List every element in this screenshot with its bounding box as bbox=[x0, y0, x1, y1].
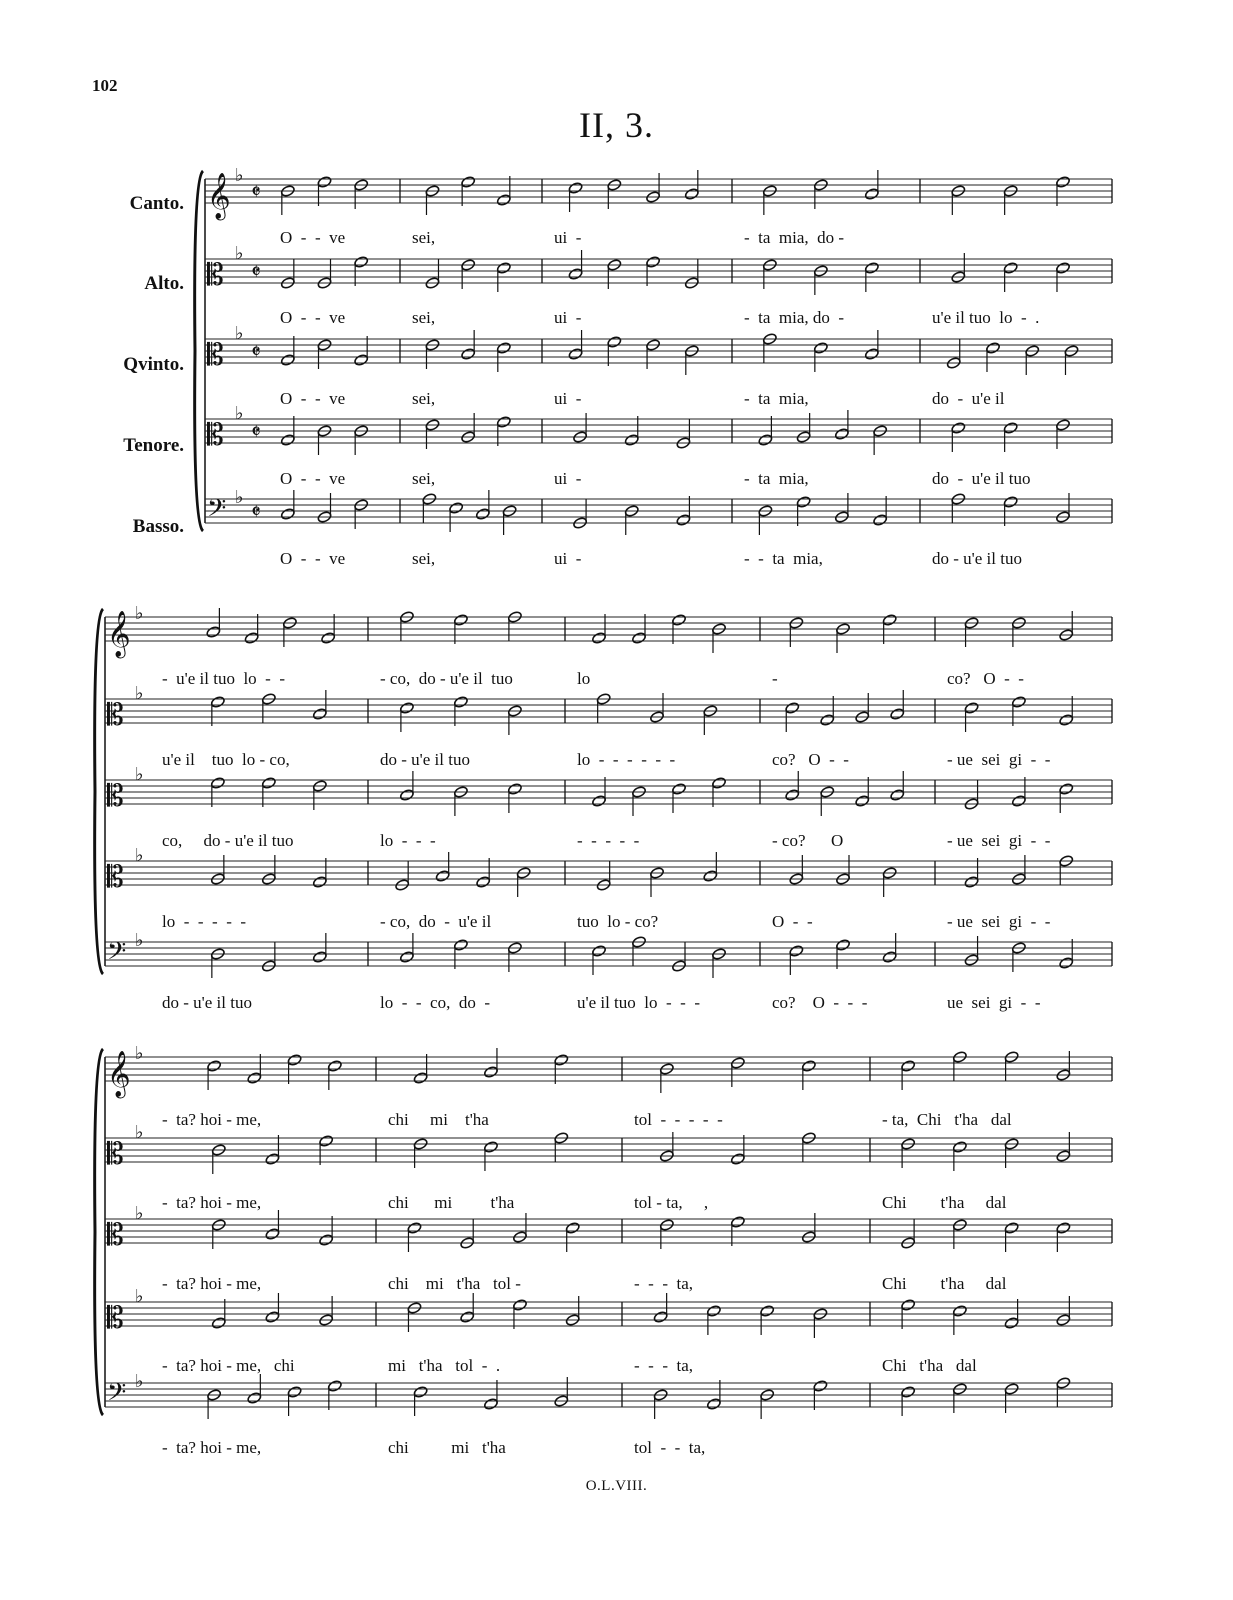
half-note bbox=[460, 1310, 475, 1323]
half-note bbox=[706, 1304, 721, 1317]
c-clef-icon: 𝄡 bbox=[207, 258, 224, 293]
flat-key-signature-icon: ♭ bbox=[135, 1043, 144, 1064]
c-clef-icon: 𝄡 bbox=[107, 1137, 124, 1172]
lyric-segment: ui - bbox=[554, 228, 582, 247]
half-note bbox=[706, 1397, 721, 1410]
half-note bbox=[952, 1304, 967, 1317]
lyric-segment: chi mi t'ha bbox=[388, 1438, 506, 1457]
lyric-segment: Chi t'ha dal bbox=[882, 1193, 1007, 1212]
voice-label-alto: Alto. bbox=[144, 273, 184, 294]
half-note bbox=[327, 1059, 342, 1072]
half-note bbox=[483, 1065, 498, 1078]
half-note bbox=[211, 1316, 226, 1329]
half-note bbox=[354, 255, 369, 268]
half-note bbox=[684, 187, 699, 200]
lyric-segment: - ta mia, do - bbox=[744, 228, 845, 247]
half-note bbox=[1055, 175, 1070, 188]
half-note bbox=[399, 788, 414, 801]
half-note bbox=[565, 1221, 580, 1234]
half-note bbox=[210, 695, 225, 708]
half-note bbox=[568, 181, 583, 194]
voice-label-canto: Canto. bbox=[129, 193, 184, 214]
c-clef-icon: 𝄡 bbox=[107, 698, 124, 733]
lyric-segment: O - - bbox=[772, 912, 813, 931]
lyric-segment: ui - bbox=[554, 308, 582, 327]
half-note bbox=[1011, 695, 1026, 708]
half-note bbox=[855, 794, 870, 807]
half-note bbox=[1056, 1221, 1071, 1234]
half-note bbox=[460, 347, 475, 360]
lyric-segment: ue sei gi - - bbox=[947, 993, 1041, 1012]
lyric-segment: O - - ve bbox=[280, 549, 346, 568]
half-note bbox=[312, 950, 327, 963]
half-note bbox=[435, 869, 450, 882]
half-note bbox=[210, 776, 225, 789]
half-note bbox=[951, 421, 966, 434]
flat-key-signature-icon: ♭ bbox=[135, 1371, 144, 1392]
system-brace bbox=[95, 1049, 103, 1415]
lyric-segment: ui - bbox=[554, 549, 582, 568]
half-note bbox=[882, 613, 897, 626]
flat-key-signature-icon: ♭ bbox=[135, 1203, 144, 1224]
lyric-segment: - bbox=[772, 669, 778, 688]
half-note bbox=[287, 1053, 302, 1066]
half-note bbox=[453, 695, 468, 708]
half-note bbox=[759, 1304, 774, 1317]
half-note bbox=[483, 1140, 498, 1153]
flat-key-signature-icon: ♭ bbox=[135, 603, 144, 624]
half-note bbox=[730, 1152, 745, 1165]
lyric-segment: - - - - - bbox=[577, 831, 640, 850]
half-note bbox=[399, 950, 414, 963]
half-note bbox=[785, 788, 800, 801]
voice-label-basso: Basso. bbox=[132, 516, 184, 537]
lyric-segment: do - u'e il bbox=[932, 389, 1005, 408]
half-note bbox=[475, 507, 490, 520]
half-note bbox=[496, 193, 511, 206]
system-brace bbox=[95, 609, 103, 974]
half-note bbox=[413, 1385, 428, 1398]
half-note bbox=[287, 1385, 302, 1398]
half-note bbox=[607, 335, 622, 348]
half-note bbox=[864, 187, 879, 200]
half-note bbox=[453, 613, 468, 626]
page-number: 102 bbox=[92, 76, 118, 95]
lyric-segment: tol - - - - - bbox=[634, 1110, 723, 1129]
lyric-segment: sei, bbox=[412, 389, 436, 408]
lyric-segment: sei, bbox=[412, 549, 436, 568]
half-note bbox=[813, 341, 828, 354]
flat-key-signature-icon: ♭ bbox=[235, 165, 244, 186]
half-note bbox=[247, 1071, 262, 1084]
half-note bbox=[1059, 956, 1074, 969]
half-note bbox=[1004, 1221, 1019, 1234]
flat-key-signature-icon: ♭ bbox=[135, 764, 144, 785]
lyric-segment: do - u'e il tuo bbox=[932, 469, 1031, 488]
half-note bbox=[399, 701, 414, 714]
half-note bbox=[591, 794, 606, 807]
half-note bbox=[789, 944, 804, 957]
half-note bbox=[758, 433, 773, 446]
half-note bbox=[568, 347, 583, 360]
c-clef-icon: 𝄡 bbox=[107, 1218, 124, 1253]
half-note bbox=[671, 613, 686, 626]
flat-key-signature-icon: ♭ bbox=[235, 403, 244, 424]
lyric-segment: chi mi t'ha tol - bbox=[388, 1274, 521, 1293]
lyric-segment: sei, bbox=[412, 228, 436, 247]
cut-time-icon: 𝄵 bbox=[251, 340, 261, 365]
lyric-segment: do - u'e il tuo bbox=[162, 993, 252, 1012]
half-note bbox=[453, 938, 468, 951]
lyric-segment: ui - bbox=[554, 469, 582, 488]
flat-key-signature-icon: ♭ bbox=[235, 243, 244, 264]
bass-clef-icon: 𝄢 bbox=[107, 1378, 127, 1413]
lyric-segment: - ue sei gi - - bbox=[947, 912, 1051, 931]
half-note bbox=[476, 875, 491, 888]
half-note bbox=[1003, 421, 1018, 434]
c-clef-icon: 𝄡 bbox=[107, 1301, 124, 1336]
lyric-segment: O - - ve bbox=[280, 469, 346, 488]
half-note bbox=[1055, 261, 1070, 274]
half-note bbox=[280, 433, 295, 446]
half-note bbox=[671, 782, 686, 795]
flat-key-signature-icon: ♭ bbox=[135, 1122, 144, 1143]
lyric-segment: O - - ve bbox=[280, 308, 346, 327]
half-note bbox=[882, 950, 897, 963]
lyric-segment: - u'e il tuo lo - - bbox=[162, 669, 285, 688]
lyric-segment: - - - ta, bbox=[634, 1274, 694, 1293]
c-clef-icon: 𝄡 bbox=[207, 338, 224, 373]
cut-time-icon: 𝄵 bbox=[251, 180, 261, 205]
half-note bbox=[318, 1233, 333, 1246]
lyric-segment: lo - - co, do - bbox=[380, 993, 491, 1012]
flat-key-signature-icon: ♭ bbox=[135, 683, 144, 704]
lyric-segment: lo - - - - - - bbox=[577, 750, 676, 769]
half-note bbox=[813, 1379, 828, 1392]
half-note bbox=[952, 1140, 967, 1153]
c-clef-icon: 𝄡 bbox=[107, 860, 124, 895]
lyric-segment: - ue sei gi - - bbox=[947, 750, 1051, 769]
half-note bbox=[496, 341, 511, 354]
half-note bbox=[591, 944, 606, 957]
flat-key-signature-icon: ♭ bbox=[135, 1286, 144, 1307]
half-note bbox=[653, 1310, 668, 1323]
half-note bbox=[320, 631, 335, 644]
lyric-segment: O - - ve bbox=[280, 228, 346, 247]
lyric-segment: tol - ta, , bbox=[634, 1193, 709, 1212]
lyric-segment: - - - ta, bbox=[634, 1356, 694, 1375]
half-note bbox=[785, 701, 800, 714]
lyric-segment: u'e il tuo lo - - - bbox=[577, 993, 700, 1012]
half-note bbox=[496, 415, 511, 428]
half-note bbox=[568, 267, 583, 280]
half-note bbox=[872, 513, 887, 526]
lyric-segment: - ue sei gi - - bbox=[947, 831, 1051, 850]
lyric-segment: - - ta mia, bbox=[744, 549, 823, 568]
lyric-segment: Chi t'ha dal bbox=[882, 1274, 1007, 1293]
lyric-segment: - ta? hoi - me, bbox=[162, 1438, 262, 1457]
half-note bbox=[206, 625, 221, 638]
lyric-segment: - co, do - u'e il tuo bbox=[380, 669, 513, 688]
lyric-segment: - ta mia, do - bbox=[744, 308, 845, 327]
lyric-segment: do - u'e il tuo bbox=[380, 750, 470, 769]
treble-clef-icon: 𝄞 bbox=[107, 611, 131, 657]
voice-label-tenore: Tenore. bbox=[123, 435, 184, 456]
lyric-segment: mi t'ha tol - . bbox=[388, 1356, 501, 1375]
half-note bbox=[1003, 261, 1018, 274]
bass-clef-icon: 𝄢 bbox=[207, 494, 227, 529]
lyric-segment: Chi t'ha dal bbox=[882, 1356, 977, 1375]
half-note bbox=[796, 495, 811, 508]
half-note bbox=[312, 875, 327, 888]
cut-time-icon: 𝄵 bbox=[251, 260, 261, 285]
half-note bbox=[280, 353, 295, 366]
half-note bbox=[265, 1152, 280, 1165]
half-note bbox=[460, 175, 475, 188]
half-note bbox=[631, 631, 646, 644]
cut-time-icon: 𝄵 bbox=[251, 420, 261, 445]
lyric-segment: u'e il tuo lo - co, bbox=[162, 750, 290, 769]
half-note bbox=[801, 1059, 816, 1072]
half-note bbox=[835, 938, 850, 951]
half-note bbox=[676, 513, 691, 526]
lyric-segment: lo - - - - - bbox=[162, 912, 247, 931]
half-note bbox=[280, 507, 295, 520]
half-note bbox=[448, 501, 463, 514]
lyric-segment: ui - bbox=[554, 389, 582, 408]
lyric-segment: - ta mia, bbox=[744, 389, 809, 408]
lyric-segment: - ta, Chi t'ha dal bbox=[882, 1110, 1012, 1129]
half-note bbox=[483, 1397, 498, 1410]
lyric-segment: u'e il tuo lo - . bbox=[932, 308, 1040, 327]
half-note bbox=[624, 433, 639, 446]
half-note bbox=[247, 1391, 262, 1404]
lyric-segment: - ta? hoi - me, bbox=[162, 1110, 262, 1129]
half-note bbox=[711, 776, 726, 789]
lyric-segment: - ta? hoi - me, bbox=[162, 1193, 262, 1212]
half-note bbox=[206, 1059, 221, 1072]
flat-key-signature-icon: ♭ bbox=[235, 487, 244, 508]
flat-key-signature-icon: ♭ bbox=[135, 930, 144, 951]
half-note bbox=[964, 701, 979, 714]
half-note bbox=[985, 341, 1000, 354]
lyric-segment: O - - ve bbox=[280, 389, 346, 408]
half-note bbox=[1059, 713, 1074, 726]
lyric-segment: sei, bbox=[412, 308, 436, 327]
half-note bbox=[1059, 782, 1074, 795]
lyric-segment: chi mi t'ha bbox=[388, 1110, 489, 1129]
lyric-segment: - ta mia, bbox=[744, 469, 809, 488]
half-note bbox=[864, 347, 879, 360]
system-brace bbox=[195, 171, 203, 531]
half-note bbox=[900, 1059, 915, 1072]
half-note bbox=[591, 631, 606, 644]
half-note bbox=[900, 1298, 915, 1311]
half-note bbox=[820, 713, 835, 726]
half-note bbox=[890, 788, 905, 801]
treble-clef-icon: 𝄞 bbox=[207, 173, 231, 219]
half-note bbox=[318, 1134, 333, 1147]
half-note bbox=[890, 707, 905, 720]
half-note bbox=[312, 707, 327, 720]
half-note bbox=[407, 1221, 422, 1234]
piece-title: II, 3. bbox=[579, 105, 654, 145]
lyric-segment: co, do - u'e il tuo bbox=[162, 831, 294, 850]
half-note bbox=[1011, 794, 1026, 807]
half-note bbox=[730, 1215, 745, 1228]
half-note bbox=[261, 776, 276, 789]
lyric-segment: tuo lo - co? bbox=[577, 912, 659, 931]
half-note bbox=[265, 1227, 280, 1240]
bass-clef-icon: 𝄢 bbox=[107, 937, 127, 972]
flat-key-signature-icon: ♭ bbox=[135, 845, 144, 866]
half-note bbox=[317, 175, 332, 188]
lyric-segment: - co? O bbox=[772, 831, 844, 850]
voice-label-qvinto: Qvinto. bbox=[123, 354, 184, 375]
lyric-segment: co? O - - - bbox=[772, 993, 868, 1012]
flat-key-signature-icon: ♭ bbox=[235, 323, 244, 344]
lyric-segment: - ta? hoi - me, chi bbox=[162, 1356, 295, 1375]
lyric-segment: chi mi t'ha bbox=[388, 1193, 515, 1212]
lyric-segment: sei, bbox=[412, 469, 436, 488]
half-note bbox=[645, 255, 660, 268]
half-note bbox=[864, 261, 879, 274]
lyric-segment: lo - - - bbox=[380, 831, 436, 850]
c-clef-icon: 𝄡 bbox=[207, 418, 224, 453]
half-note bbox=[265, 1310, 280, 1323]
half-note bbox=[1003, 495, 1018, 508]
half-note bbox=[834, 427, 849, 440]
half-note bbox=[703, 869, 718, 882]
lyric-segment: - ta? hoi - me, bbox=[162, 1274, 262, 1293]
cut-time-icon: 𝄵 bbox=[251, 500, 261, 525]
lyric-segment: - co, do - u'e il bbox=[380, 912, 492, 931]
half-note bbox=[964, 875, 979, 888]
half-note bbox=[496, 261, 511, 274]
lyric-segment: co? O - - bbox=[947, 669, 1024, 688]
lyric-segment: tol - - ta, bbox=[634, 1438, 706, 1457]
half-note bbox=[1004, 1316, 1019, 1329]
half-note bbox=[900, 1385, 915, 1398]
footer-code: O.L.VIII. bbox=[585, 1478, 648, 1494]
half-note bbox=[354, 353, 369, 366]
treble-clef-icon: 𝄞 bbox=[107, 1051, 131, 1097]
half-note bbox=[327, 1379, 342, 1392]
half-note bbox=[507, 782, 522, 795]
half-note bbox=[413, 1071, 428, 1084]
half-note bbox=[244, 631, 259, 644]
c-clef-icon: 𝄡 bbox=[107, 779, 124, 814]
lyric-segment: lo bbox=[577, 669, 591, 688]
lyric-segment: do - u'e il tuo bbox=[932, 549, 1022, 568]
half-note bbox=[512, 1298, 527, 1311]
half-note bbox=[554, 1053, 569, 1066]
lyric-segment: co? O - - bbox=[772, 750, 849, 769]
